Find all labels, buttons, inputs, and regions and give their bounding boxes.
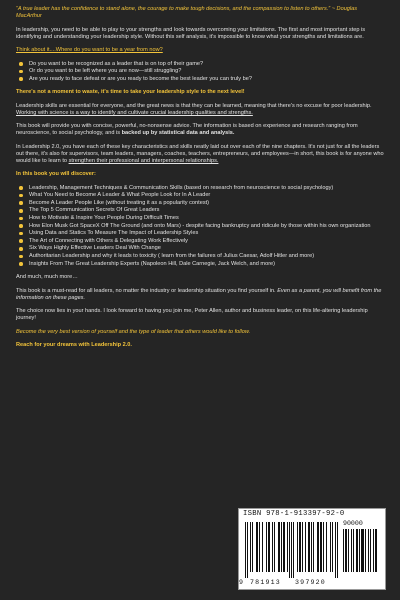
barcode-bar bbox=[317, 522, 319, 572]
price-barcode-bars bbox=[343, 529, 379, 578]
barcode-bar bbox=[245, 522, 246, 578]
provide-paragraph bbox=[16, 123, 384, 137]
barcode-bar bbox=[299, 522, 301, 572]
barcode-bar bbox=[308, 522, 310, 572]
questions-list bbox=[16, 61, 384, 83]
barcode-bar bbox=[356, 529, 358, 572]
discover-item: Insights From The Great Leadership Experts (Napoleon Hill, Dale Carnegie, Jack Welch, and more) bbox=[29, 261, 384, 268]
l20-underline: strengthen their professional and interpersonal relationships. bbox=[68, 157, 219, 164]
discover-item: Authoritarian Leadership and why it leads to toxicity ( learn from the failures of Julius Caesar, Adolf Hitler and more) bbox=[29, 253, 384, 260]
discover-heading: In this book you will discover: bbox=[16, 171, 96, 178]
barcode-bar bbox=[311, 522, 312, 572]
barcode-bar bbox=[250, 522, 251, 572]
barcode-bar bbox=[353, 529, 354, 572]
barcode-bar bbox=[293, 522, 294, 578]
question-item: Or do you want to be left where you are now—still struggling? bbox=[29, 68, 384, 75]
much-more: And much, much more… bbox=[16, 274, 78, 281]
isbn-barcode bbox=[238, 508, 386, 590]
l20-text: In Leadership 2.0, you have each of these key characteristics and skills neatly laid out over each of the nine chapters. It's not just for all the leaders out there, it's also for supervisors, team leaders, managers, coaches, teachers, entrepreneurs, and employees—in short, this book is for anyone who would like to learn to bbox=[16, 143, 384, 164]
barcode-bar bbox=[256, 522, 258, 572]
discover-item: Become A Leader People Like (without treating it as a popularity contest) bbox=[29, 200, 384, 207]
discover-list bbox=[16, 185, 384, 268]
barcode-bar bbox=[305, 522, 306, 572]
discover-item: How Elon Musk Got SpaceX Off The Ground (and onto Mars) - despite facing bankruptcy and ridicule by those within his own organization bbox=[29, 223, 384, 230]
barcode-bar bbox=[297, 522, 298, 572]
urgent-callout: There's not a moment to waste, it's time to take your leadership style to the next level! bbox=[16, 89, 245, 96]
must-read-paragraph bbox=[16, 288, 384, 302]
isbn-label: ISBN 978-1-913397-92-0 bbox=[243, 510, 345, 518]
discover-item: What You Need to Become A Leader & What People Look for In A Leader bbox=[29, 192, 384, 199]
price-code: 90000 bbox=[343, 520, 363, 527]
barcode-bar bbox=[332, 522, 333, 572]
barcode-bar bbox=[291, 522, 292, 578]
skills-text: Leadership skills are essential for everyone, and the great news is that they can be learned, meaning that there's no excuse for poor leadership. bbox=[16, 102, 372, 109]
ean-barcode-bars bbox=[245, 522, 341, 578]
barcode-bar bbox=[345, 529, 347, 572]
discover-item: The Top 5 Communication Secrets Of Great Leaders bbox=[29, 207, 384, 214]
barcode-digits-left: 781913 bbox=[250, 579, 281, 586]
barcode-bar bbox=[323, 522, 324, 572]
provide-text: This book will provide you with concise, powerful, no-nonsense advice. The information is based on experience and research ranging from neuroscience, to social psychology, and is bbox=[16, 123, 358, 137]
barcode-bar bbox=[266, 522, 267, 572]
reach-line: Reach for your dreams with Leadership 2.0. bbox=[16, 342, 132, 349]
barcode-bar bbox=[370, 529, 371, 572]
barcode-bar bbox=[281, 522, 282, 572]
intro-paragraph: In leadership, you need to be able to play to your strengths and look towards overcoming your limitations. The first and most important step is identifying and understanding your leadership style. Without this self analysis, it's impossible to know what your strengths and limitations are. bbox=[16, 26, 366, 40]
become-paragraph: Become the very best version of yourself and the type of leader that others would like to follow. bbox=[16, 328, 251, 335]
barcode-bar bbox=[335, 522, 336, 578]
choice-paragraph: The choice now lies in your hands. I look forward to having you join me, Peter Allen, author and business leader, on this life-altering leadership journey! bbox=[16, 308, 368, 322]
provide-bold: backed up by statistical data and analysis. bbox=[121, 130, 235, 137]
barcode-bar bbox=[274, 522, 275, 572]
barcode-bar bbox=[268, 522, 270, 572]
barcode-bar bbox=[278, 522, 280, 572]
skills-underline: Working with science is a way to identify and cultivate crucial leadership qualities and strengths. bbox=[16, 109, 253, 116]
barcode-bar bbox=[326, 522, 327, 572]
barcode-bar bbox=[361, 529, 364, 572]
barcode-bar bbox=[247, 522, 248, 578]
discover-item: Leadership, Management Techniques & Communication Skills (based on research from neuroscience to social psychology) bbox=[29, 185, 384, 192]
discover-item: The Art of Connecting with Others & Delegating Work Effectively bbox=[29, 238, 384, 245]
barcode-bar bbox=[313, 522, 314, 572]
must-read-text: This book is a must-read for all leaders, no matter the industry or leadership situation you find yourself in. bbox=[16, 287, 276, 294]
discover-item: Six Ways Highly Effective Leaders Deal With Change bbox=[29, 245, 384, 252]
barcode-digit-lead: 9 bbox=[239, 579, 243, 586]
barcode-bar bbox=[262, 522, 263, 572]
barcode-bar bbox=[375, 529, 377, 572]
barcode-bar bbox=[351, 529, 352, 572]
discover-item: How to Motivate & Inspire Your People During Difficult Times bbox=[29, 215, 384, 222]
barcode-bar bbox=[343, 529, 344, 572]
barcode-bar bbox=[259, 522, 260, 572]
question-item: Are you ready to face defeat or are you ready to become the best leader you can truly be? bbox=[29, 76, 384, 83]
barcode-bar bbox=[283, 522, 285, 572]
barcode-bar bbox=[287, 522, 288, 572]
barcode-bar bbox=[252, 522, 253, 572]
barcode-bar bbox=[337, 522, 338, 578]
skills-paragraph bbox=[16, 103, 384, 117]
barcode-bar bbox=[359, 529, 360, 572]
barcode-bar bbox=[320, 522, 322, 572]
must-read-italic: Even as a parent, you will benefit from the information on these pages. bbox=[16, 287, 382, 301]
barcode-bar bbox=[330, 522, 331, 572]
barcode-bar bbox=[289, 522, 290, 578]
barcode-bar bbox=[272, 522, 273, 572]
barcode-bar bbox=[348, 529, 349, 572]
barcode-bar bbox=[368, 529, 369, 572]
barcode-bar bbox=[302, 522, 303, 572]
leadership20-paragraph bbox=[16, 144, 384, 165]
barcode-bar bbox=[373, 529, 374, 572]
barcode-digits-right: 397920 bbox=[295, 579, 326, 586]
question-item: Do you want to be recognized as a leader that is on top of their game? bbox=[29, 61, 384, 68]
think-heading: Think about it....Where do you want to be a year from now? bbox=[16, 47, 163, 53]
quote: “A true leader has the confidence to stand alone, the courage to make tough decisions, and the compassion to listen to others.” ~ Douglas MacArthur bbox=[16, 6, 358, 19]
discover-item: Using Data and Statics To Measure The Impact of Leadership Styles bbox=[29, 230, 384, 237]
barcode-bar bbox=[365, 529, 366, 572]
